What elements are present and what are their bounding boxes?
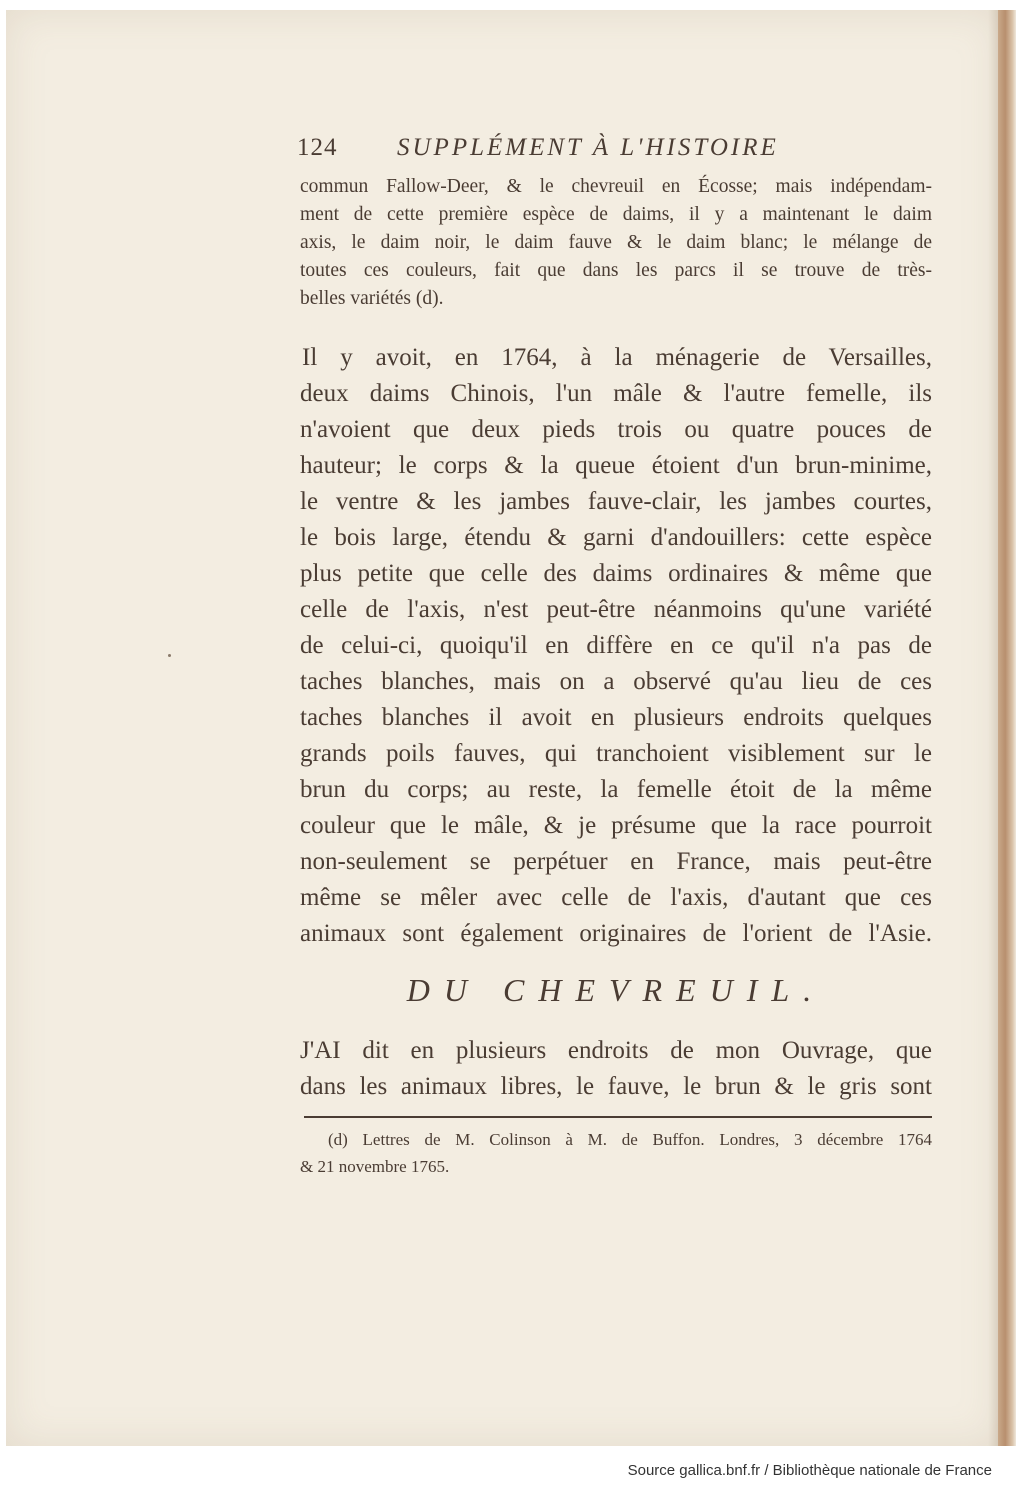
text-line: couleur que le mâle, & je présume que la race pourroit [300, 812, 932, 839]
text-line: toutes ces couleurs, fait que dans les parcs il se trouve de très- [300, 260, 932, 281]
text-line: animaux sont également originaires de l'orient de l'Asie. [300, 920, 932, 947]
text-line: commun Fallow-Deer, & le chevreuil en Écosse; mais indépendam- [300, 176, 932, 197]
page-number: 124 [297, 134, 338, 161]
text-line: axis, le daim noir, le daim fauve & le daim blanc; le mélange de [300, 232, 932, 253]
text-line: hauteur; le corps & la queue étoient d'un brun-minime, [300, 452, 932, 479]
section-heading: DU CHEVREUIL. [406, 972, 826, 1008]
text-line: de celui-ci, quoiqu'il en diffère en ce qu'il n'a pas de [300, 632, 932, 659]
running-head [297, 134, 937, 174]
source-credit[interactable]: Source gallica.bnf.fr / Bibliothèque nationale de France [627, 1462, 992, 1479]
text-line: plus petite que celle des daims ordinaires & même que [300, 560, 932, 587]
text-line: brun du corps; au reste, la femelle étoit de la même [300, 776, 932, 803]
footnote [300, 1126, 932, 1180]
text-line: non-seulement se perpétuer en France, mais peut-être [300, 848, 932, 875]
source-bar [0, 1451, 1024, 1486]
text-line: grands poils fauves, qui tranchoient visiblement sur le [300, 740, 932, 767]
ink-speck [168, 654, 171, 657]
main-paragraph [300, 340, 932, 952]
text-line: le ventre & les jambes fauve-clair, les jambes courtes, [300, 488, 932, 515]
text-line: belles variétés (d). [300, 288, 444, 309]
text-line: deux daims Chinois, l'un mâle & l'autre femelle, ils [300, 380, 932, 407]
text-line: ment de cette première espèce de daims, il y a maintenant le daim [300, 204, 932, 225]
text-line: Il y avoit, en 1764, à la ménagerie de Versailles, [302, 344, 932, 371]
footnote-line: & 21 novembre 1765. [300, 1157, 450, 1176]
top-paragraph [300, 173, 932, 313]
text-line: n'avoient que deux pieds trois ou quatre pouces de [300, 416, 932, 443]
text-line: dans les animaux libres, le fauve, le brun & le gris sont [300, 1073, 932, 1100]
text-line: même se mêler avec celle de l'axis, d'autant que ces [300, 884, 932, 911]
page-edge [998, 10, 1016, 1446]
text-line: le bois large, étendu & garni d'andouillers: cette espèce [300, 524, 932, 551]
text-line: taches blanches il avoit en plusieurs endroits quelques [300, 704, 932, 731]
section-paragraph [300, 1033, 932, 1105]
text-line: J'AI dit en plusieurs endroits de mon Ouvrage, que [300, 1037, 932, 1064]
text-line: celle de l'axis, n'est peut-être néanmoins qu'une variété [300, 596, 932, 623]
footnote-line: (d) Lettres de M. Colinson à M. de Buffon. Londres, 3 décembre 1764 [328, 1130, 932, 1149]
text-line: taches blanches, mais on a observé qu'au lieu de ces [300, 668, 932, 695]
running-title: SUPPLÉMENT À L'HISTOIRE [397, 134, 779, 161]
footnote-rule [304, 1116, 932, 1118]
